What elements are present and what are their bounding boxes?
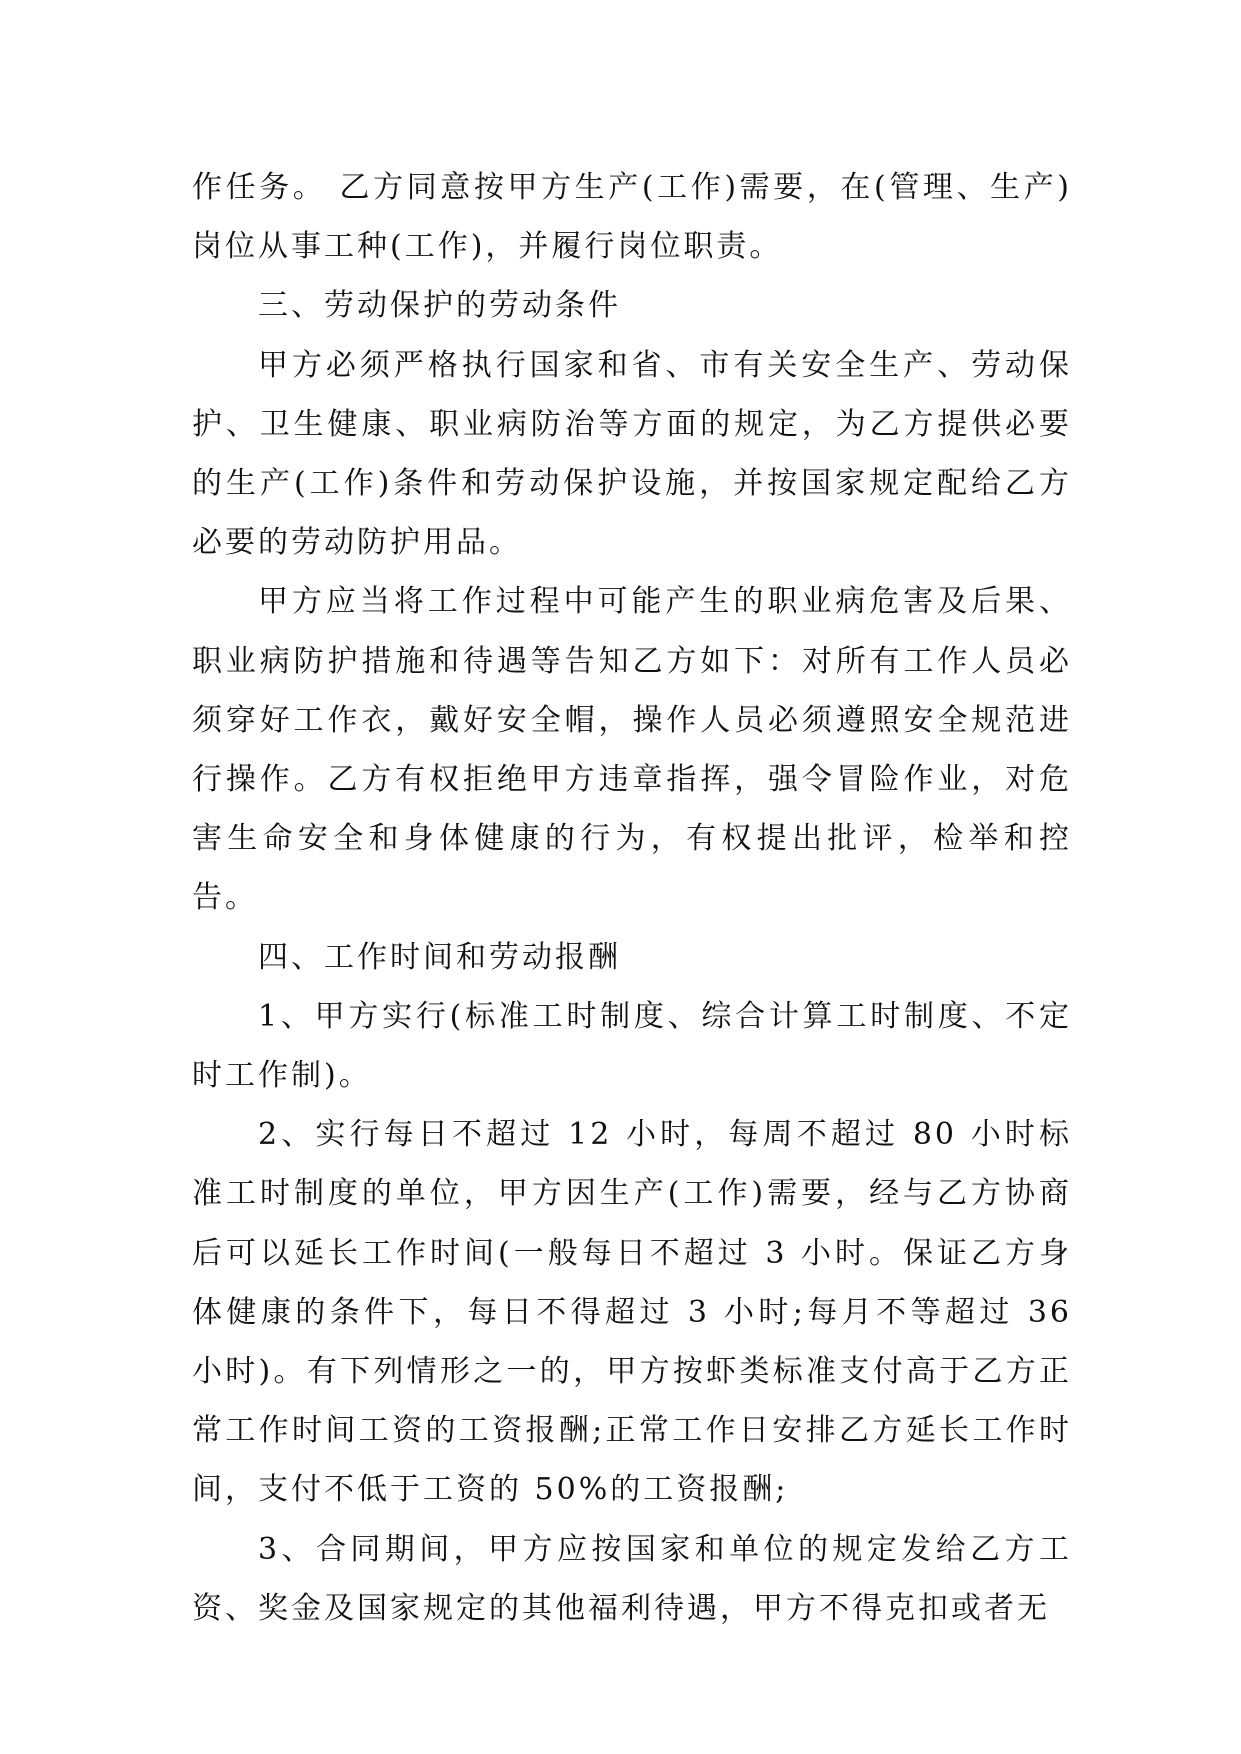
clause-3-wages-benefits: 3、合同期间，甲方应按国家和单位的规定发给乙方工资、奖金及国家规定的其他福利待遇，甲方不得克扣或者无 <box>192 1531 1072 1626</box>
paragraph-safety-regulations: 甲方必须严格执行国家和省、市有关安全生产、劳动保护、卫生健康、职业病防治等方面的规定，为乙方提供必要的生产(工作)条件和劳动保护设施，并按国家规定配给乙方必要的劳动防护用品。 <box>192 347 1072 561</box>
clause-1-working-hours-system: 1、甲方实行(标准工时制度、综合计算工时制度、不定时工作制)。 <box>192 998 1072 1094</box>
document-body <box>192 158 1072 1638</box>
paragraph-continuation: 作任务。 乙方同意按甲方生产(工作)需要，在(管理、生产)岗位从事工种(工作)，并履行岗位职责。 <box>192 170 1072 265</box>
section-heading-working-hours: 四、工作时间和劳动报酬 <box>258 939 621 975</box>
clause-2-overtime: 2、实行每日不超过 12 小时，每周不超过 80 小时标准工时制度的单位，甲方因生产(工作)需要，经与乙方协商后可以延长工作时间(一般每日不超过 3 小时。保证乙方身体健康的条件下，每日不得超过 3 小时;每月不等超过 36 小时)。有下列情形之一的，甲方按虾类标准支付高于乙方正常工作时间工资的工资报酬;正常工作日安排乙方延长工作时间，支付不低于工资的 50%的工资报酬; <box>192 1117 1072 1508</box>
section-heading-labor-protection: 三、劳动保护的劳动条件 <box>258 288 621 324</box>
paragraph-occupational-hazards: 甲方应当将工作过程中可能产生的职业病危害及后果、职业病防护措施和待遇等告知乙方如下：对所有工作人员必须穿好工作衣，戴好安全帽，操作人员必须遵照安全规范进行操作。乙方有权拒绝甲方违章指挥，强令冒险作业，对危害生命安全和身体健康的行为，有权提出批评，检举和控告。 <box>192 584 1072 916</box>
